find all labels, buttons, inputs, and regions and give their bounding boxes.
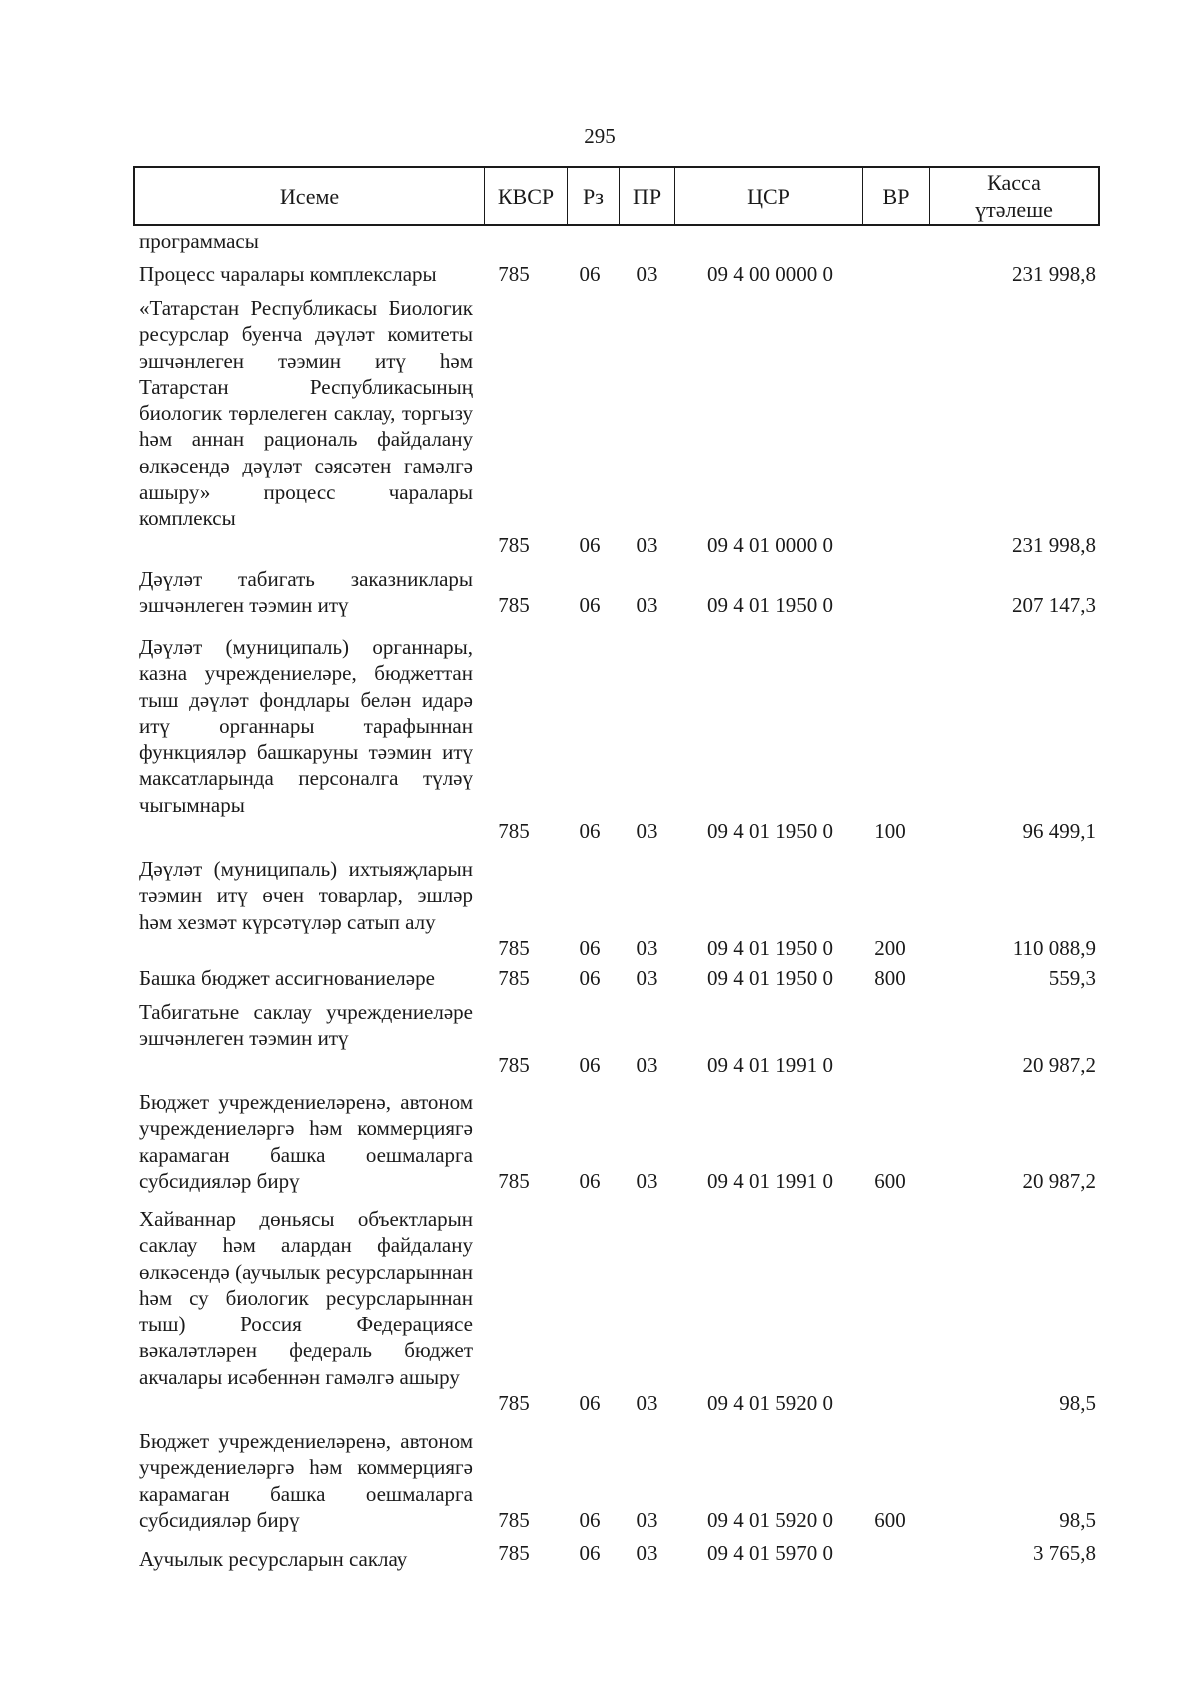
row-rz: 06 — [579, 966, 601, 990]
row-kvsr: 785 — [498, 1052, 530, 1077]
row-vr: 800 — [874, 966, 906, 990]
page-number: 295 — [584, 124, 616, 148]
row-kvsr: 785 — [498, 262, 530, 286]
row-name: Хайваннар дөньясы объектларын саклау һәм алардан файдалану өлкәсендә (аучылык ресурсларыннан һәм су биологик ресурсларыннан тыш) Россия Федерациясе вәкаләтләрен федераль бюджет акчалары исәбеннән гамәлгә ашыру — [139, 1207, 473, 1389]
row-kvsr: 785 — [498, 966, 530, 990]
row-pr: 03 — [636, 532, 658, 557]
row-kassa: 20 987,2 — [1022, 1168, 1096, 1193]
row-rz: 06 — [579, 1507, 601, 1532]
row-pr: 03 — [636, 1052, 658, 1077]
row-kassa: 98,5 — [1059, 1507, 1096, 1532]
table-header — [133, 166, 1100, 226]
row-rz: 06 — [579, 1168, 601, 1193]
row-kassa: 20 987,2 — [1022, 1052, 1096, 1077]
row-kvsr: 785 — [498, 1507, 530, 1532]
row-kvsr: 785 — [498, 935, 530, 960]
row-kvsr: 785 — [498, 1541, 530, 1565]
row-kassa: 3 765,8 — [1033, 1541, 1096, 1565]
row-csr: 09 4 01 1991 0 — [707, 1052, 833, 1077]
row-rz: 06 — [579, 1541, 601, 1565]
row-kassa: 207 147,3 — [1012, 593, 1096, 618]
header-kassa-line2: үтәлеше — [975, 197, 1053, 222]
row-vr: 600 — [874, 1507, 906, 1532]
row-kvsr: 785 — [498, 1168, 530, 1193]
row-rz: 06 — [579, 1052, 601, 1077]
row-kvsr: 785 — [498, 593, 530, 618]
row-csr: 09 4 00 0000 0 — [707, 262, 833, 286]
header-kvsr: КВСР — [485, 168, 568, 224]
row-pr: 03 — [636, 1168, 658, 1193]
row-rz: 06 — [579, 262, 601, 286]
row-csr: 09 4 01 1950 0 — [707, 935, 833, 960]
row-pr: 03 — [636, 966, 658, 990]
row-kvsr: 785 — [498, 532, 530, 557]
row-name: Табигатьне саклау учреждениеләре эшчәнлеген тәэмин итү — [139, 1000, 473, 1051]
row-kassa: 231 998,8 — [1012, 532, 1096, 557]
row-csr: 09 4 01 1950 0 — [707, 593, 833, 618]
row-kassa: 98,5 — [1059, 1391, 1096, 1416]
row-kvsr: 785 — [498, 1391, 530, 1416]
row-name: Башка бюджет ассигнованиеләре — [139, 966, 435, 990]
row-csr: 09 4 01 1991 0 — [707, 1168, 833, 1193]
row-csr: 09 4 01 5920 0 — [707, 1507, 833, 1532]
header-kassa — [930, 168, 1098, 224]
row-rz: 06 — [579, 819, 601, 844]
row-name: Процесс чаралары комплекслары — [139, 262, 437, 286]
header-kassa-line1: Касса — [987, 170, 1041, 195]
row-kassa: 231 998,8 — [1012, 262, 1096, 286]
header-name: Исеме — [135, 168, 485, 224]
row-name: Дәүләт (муниципаль) ихтыяҗларын тәэмин итү өчен товарлар, эшләр һәм хезмәт күрсәтүләр сатып алу — [139, 857, 473, 934]
row-name: Бюджет учреждениеләренә, автоном учреждениеләргә һәм коммерциягә карамаган башка оешмаларга субсидияләр бирү — [139, 1429, 473, 1532]
row-vr: 600 — [874, 1168, 906, 1193]
header-rz: Рз — [568, 168, 620, 224]
row-kassa: 96 499,1 — [1022, 819, 1096, 844]
row-name: Дәүләт табигать заказниклары эшчәнлеген тәэмин итү — [139, 567, 473, 618]
row-name: Бюджет учреждениеләренә, автоном учреждениеләргә һәм коммерциягә карамаган башка оешмаларга субсидияләр бирү — [139, 1090, 473, 1193]
row-pr: 03 — [636, 935, 658, 960]
row-rz: 06 — [579, 593, 601, 618]
row-vr: 200 — [874, 935, 906, 960]
row-kassa: 559,3 — [1048, 966, 1096, 990]
row-rz: 06 — [579, 532, 601, 557]
row-name: Аучылык ресурсларын саклау — [139, 1547, 408, 1571]
header-vr: ВР — [863, 168, 930, 224]
row-csr: 09 4 01 5970 0 — [707, 1541, 833, 1565]
row-pr: 03 — [636, 1507, 658, 1532]
row-csr: 09 4 01 1950 0 — [707, 966, 833, 990]
row-pr: 03 — [636, 1541, 658, 1565]
row-rz: 06 — [579, 935, 601, 960]
row-pr: 03 — [636, 819, 658, 844]
row-name: «Татарстан Республикасы Биологик ресурслар буенча дәүләт комитеты эшчәнлеген тәэмин итү һәм Татарстан Республикасының биологик төрлелеген саклау, торгызу һәм аннан рациональ файдалану өлкәсендә дәүләт сәясәтен гамәлгә ашыру» процесс чаралары комплексы — [139, 296, 473, 531]
row-csr: 09 4 01 1950 0 — [707, 819, 833, 844]
header-pr: ПР — [620, 168, 675, 224]
row-pr: 03 — [636, 593, 658, 618]
row-pr: 03 — [636, 1391, 658, 1416]
row-pr: 03 — [636, 262, 658, 286]
row-name: программасы — [139, 229, 259, 253]
row-csr: 09 4 01 5920 0 — [707, 1391, 833, 1416]
header-csr: ЦСР — [675, 168, 863, 224]
row-rz: 06 — [579, 1391, 601, 1416]
row-csr: 09 4 01 0000 0 — [707, 532, 833, 557]
row-vr: 100 — [874, 819, 906, 844]
row-kvsr: 785 — [498, 819, 530, 844]
row-kassa: 110 088,9 — [1012, 935, 1096, 960]
row-name: Дәүләт (муниципаль) органнары, казна учреждениеләре, бюджеттан тыш дәүләт фондлары белән идарә итү органнары тарафыннан функцияләр башкаруны тәэмин итү максатларында персоналга түләү чыгымнары — [139, 635, 473, 817]
